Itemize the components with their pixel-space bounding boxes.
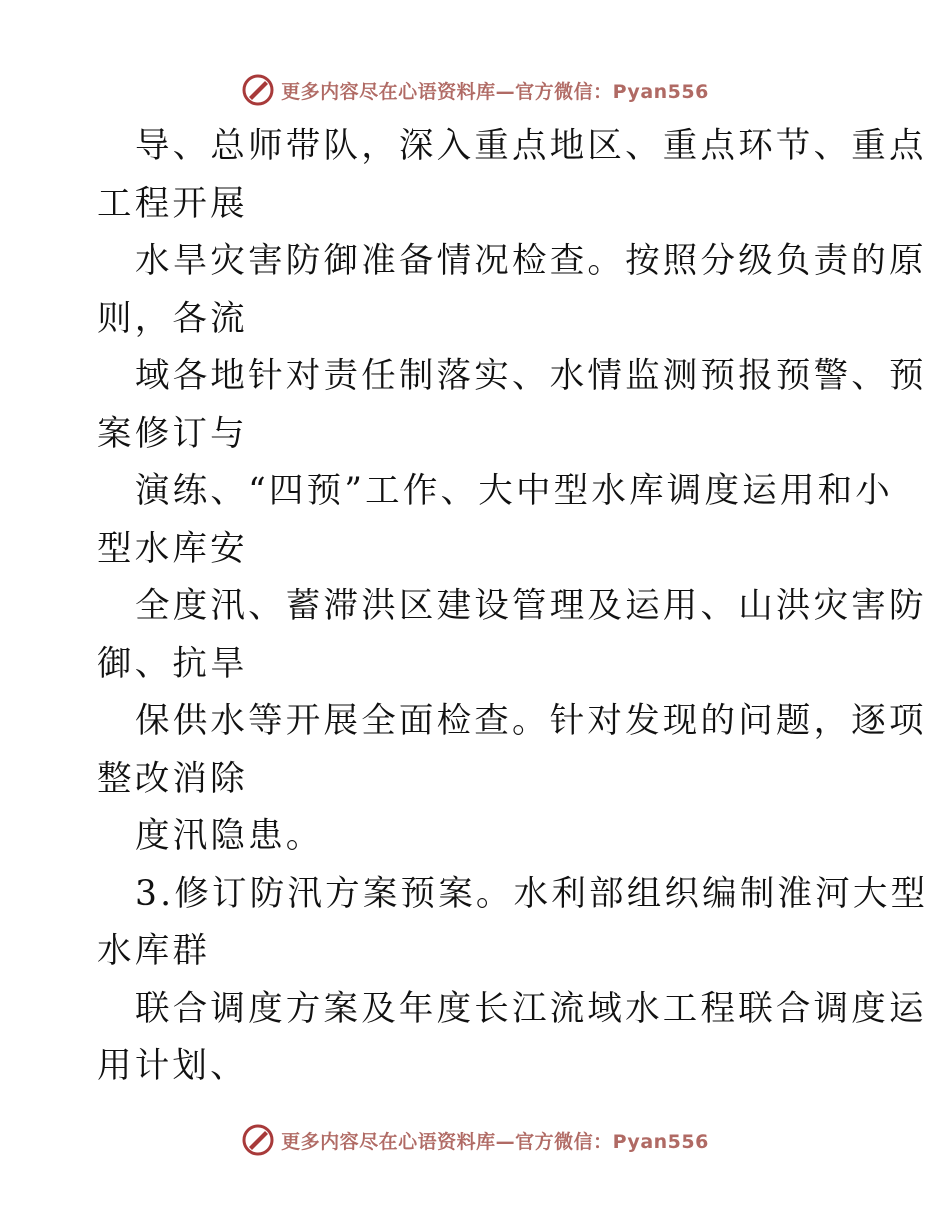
text-line: 全度汛、蓄滞洪区建设管理及运用、山洪灾害防 bbox=[135, 586, 927, 626]
text-line: 演练、“四预”工作、大中型水库调度运用和小 bbox=[135, 471, 893, 511]
text-line: 度汛隐患。 bbox=[135, 816, 324, 856]
text-line: 案修订与 bbox=[97, 413, 248, 454]
watermark-text: 更多内容尽在心语资料库—官方微信：Pyan556 bbox=[281, 80, 709, 103]
text-line: 导、总师带队，深入重点地区、重点环节、重点 bbox=[135, 126, 927, 166]
document-body bbox=[97, 118, 929, 1096]
text-line: 御、抗旱 bbox=[97, 643, 248, 684]
footer-watermark bbox=[0, 1120, 950, 1160]
text-line: 用计划、 bbox=[97, 1046, 248, 1086]
text-line: 型水库安 bbox=[97, 528, 248, 569]
brand-logo-icon bbox=[241, 1123, 275, 1157]
header-watermark bbox=[0, 70, 950, 110]
text-line: 水库群 bbox=[97, 931, 211, 971]
text-line: 联合调度方案及年度长江流域水工程联合调度运 bbox=[135, 988, 927, 1029]
brand-logo-icon bbox=[241, 73, 275, 107]
text-line: 保供水等开展全面检查。针对发现的问题，逐项 bbox=[135, 701, 927, 741]
text-line: 工程开展 bbox=[97, 183, 248, 224]
watermark-text: 更多内容尽在心语资料库—官方微信：Pyan556 bbox=[281, 1130, 709, 1153]
text-line: 水旱灾害防御准备情况检查。按照分级负责的原 bbox=[135, 241, 927, 281]
text-line: 整改消除 bbox=[97, 758, 248, 799]
text-line: 域各地针对责任制落实、水情监测预报预警、预 bbox=[135, 356, 927, 396]
text-line: 则，各流 bbox=[97, 298, 248, 339]
text-line: 3.修订防汛方案预案。水利部组织编制淮河大型 bbox=[135, 873, 929, 914]
